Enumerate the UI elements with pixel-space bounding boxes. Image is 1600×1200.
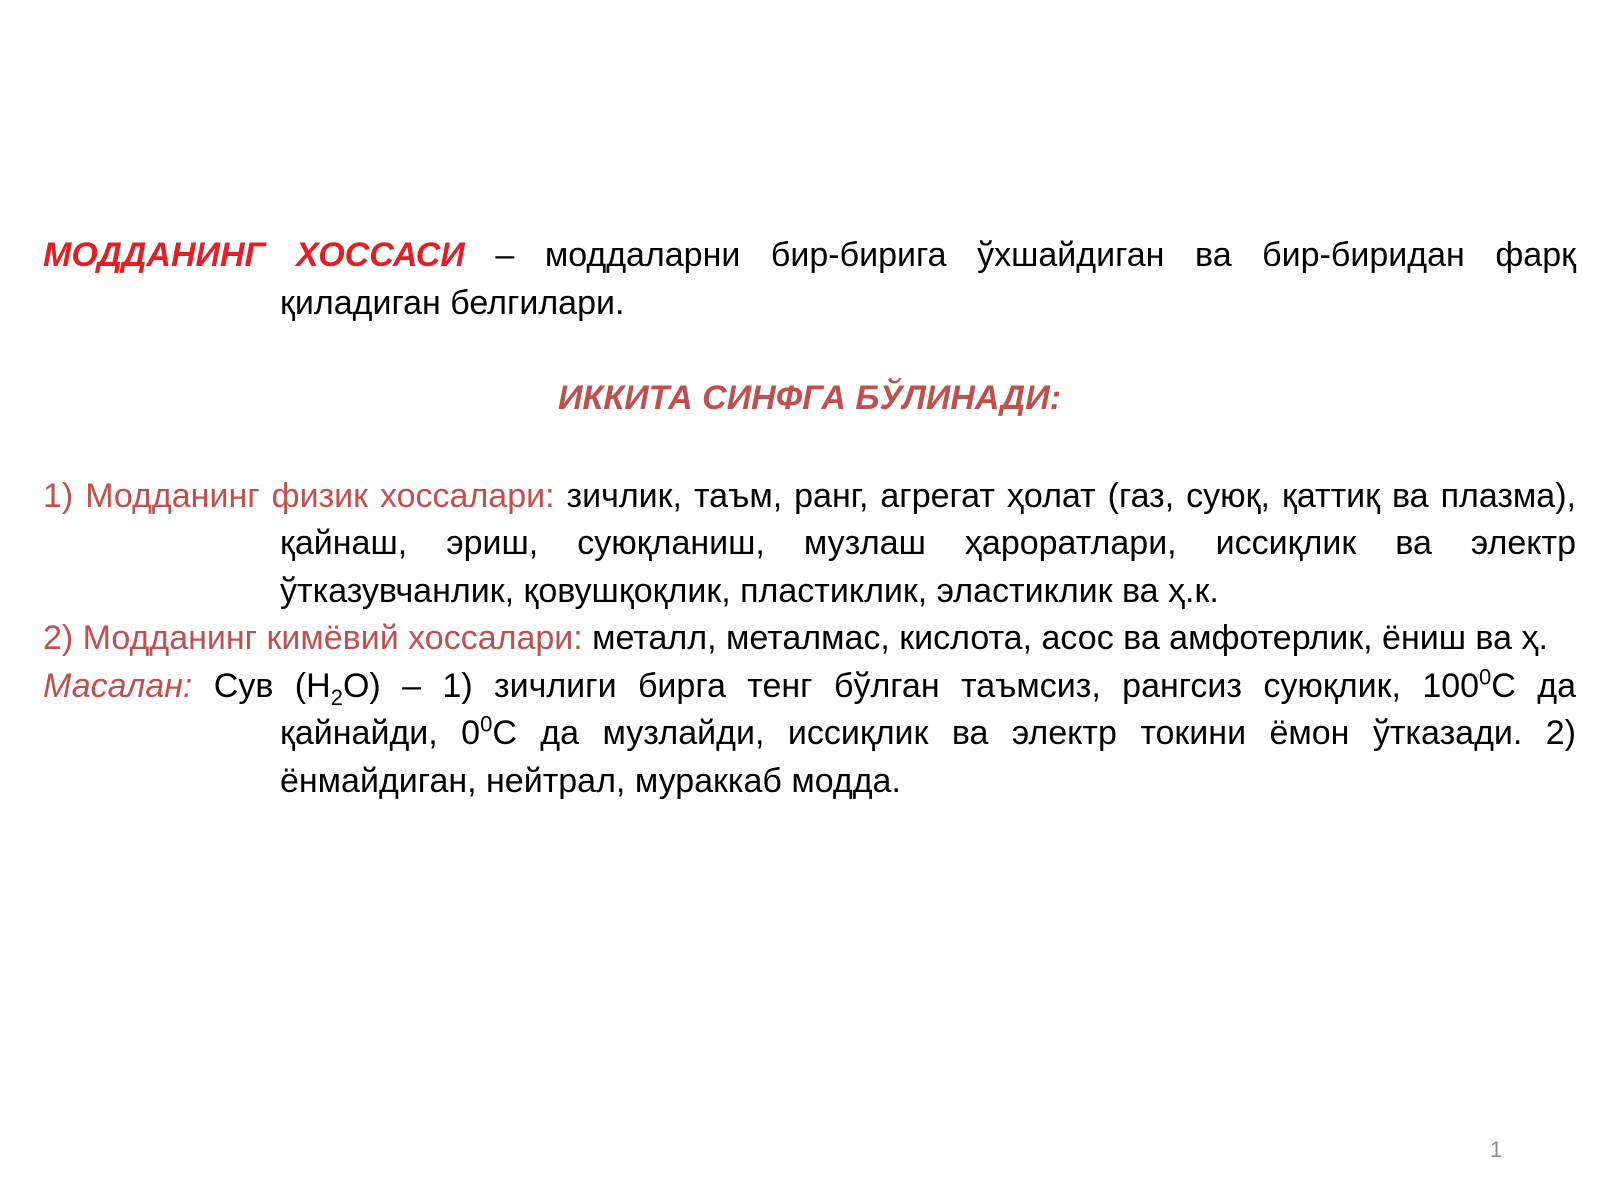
physical-properties-text: зичлик, таъм, ранг, агрегат ҳолат (газ, суюқ, қаттиқ ва плазма), қайнаш, эриш, суюқланиш, музлаш ҳароратлари, иссиқлик ва электр ўтказувчанлик, қовушқоқлик, пластиклик, эластиклик ва ҳ.к. bbox=[280, 476, 1576, 610]
degree-superscript-boiling: 0 bbox=[1479, 664, 1492, 690]
degree-superscript-freezing: 0 bbox=[480, 711, 493, 737]
chemical-properties-label: 2) Модданинг кимёвий хоссалари: bbox=[43, 619, 583, 657]
example-paragraph bbox=[43, 663, 1576, 806]
physical-properties-label: 1) Модданинг физик хоссалари: bbox=[43, 476, 555, 515]
slide-content bbox=[43, 232, 1576, 805]
definition-term: МОДДАНИНГ ХОССАСИ bbox=[43, 236, 465, 274]
definition-text: моддаларни бир-бирига ўхшайдиган ва бир-биридан фарқ қиладиган белгилари. bbox=[280, 236, 1576, 322]
chemical-properties-text: металл, металмас, кислота, асос ва амфотерлик, ёниш ва ҳ. bbox=[582, 619, 1548, 657]
example-text-start: Сув (Н bbox=[192, 666, 331, 705]
physical-properties-paragraph bbox=[43, 473, 1576, 616]
page-number: 1 bbox=[1490, 1137, 1503, 1162]
definition-paragraph bbox=[43, 232, 1576, 327]
water-subscript: 2 bbox=[330, 684, 343, 710]
chemical-properties-paragraph bbox=[43, 615, 1576, 663]
definition-dash: – bbox=[464, 236, 545, 274]
example-text-middle: О) – 1) зичлиги бирга тенг бўлган таъмсиз, рангсиз суюқлик, 100 bbox=[342, 666, 1480, 705]
section-heading: ИККИТА СИНФГА БЎЛИНАДИ: bbox=[557, 379, 1062, 417]
example-label: Масалан: bbox=[43, 666, 193, 705]
example-text-end: С да музлайди, иссиқлик ва электр токини ёмон ўтказади. 2) ёнмайдиган, нейтрал, мураккаб модда. bbox=[280, 714, 1576, 800]
example-text-boiling: С да қайнайди, 0 bbox=[280, 666, 1576, 752]
